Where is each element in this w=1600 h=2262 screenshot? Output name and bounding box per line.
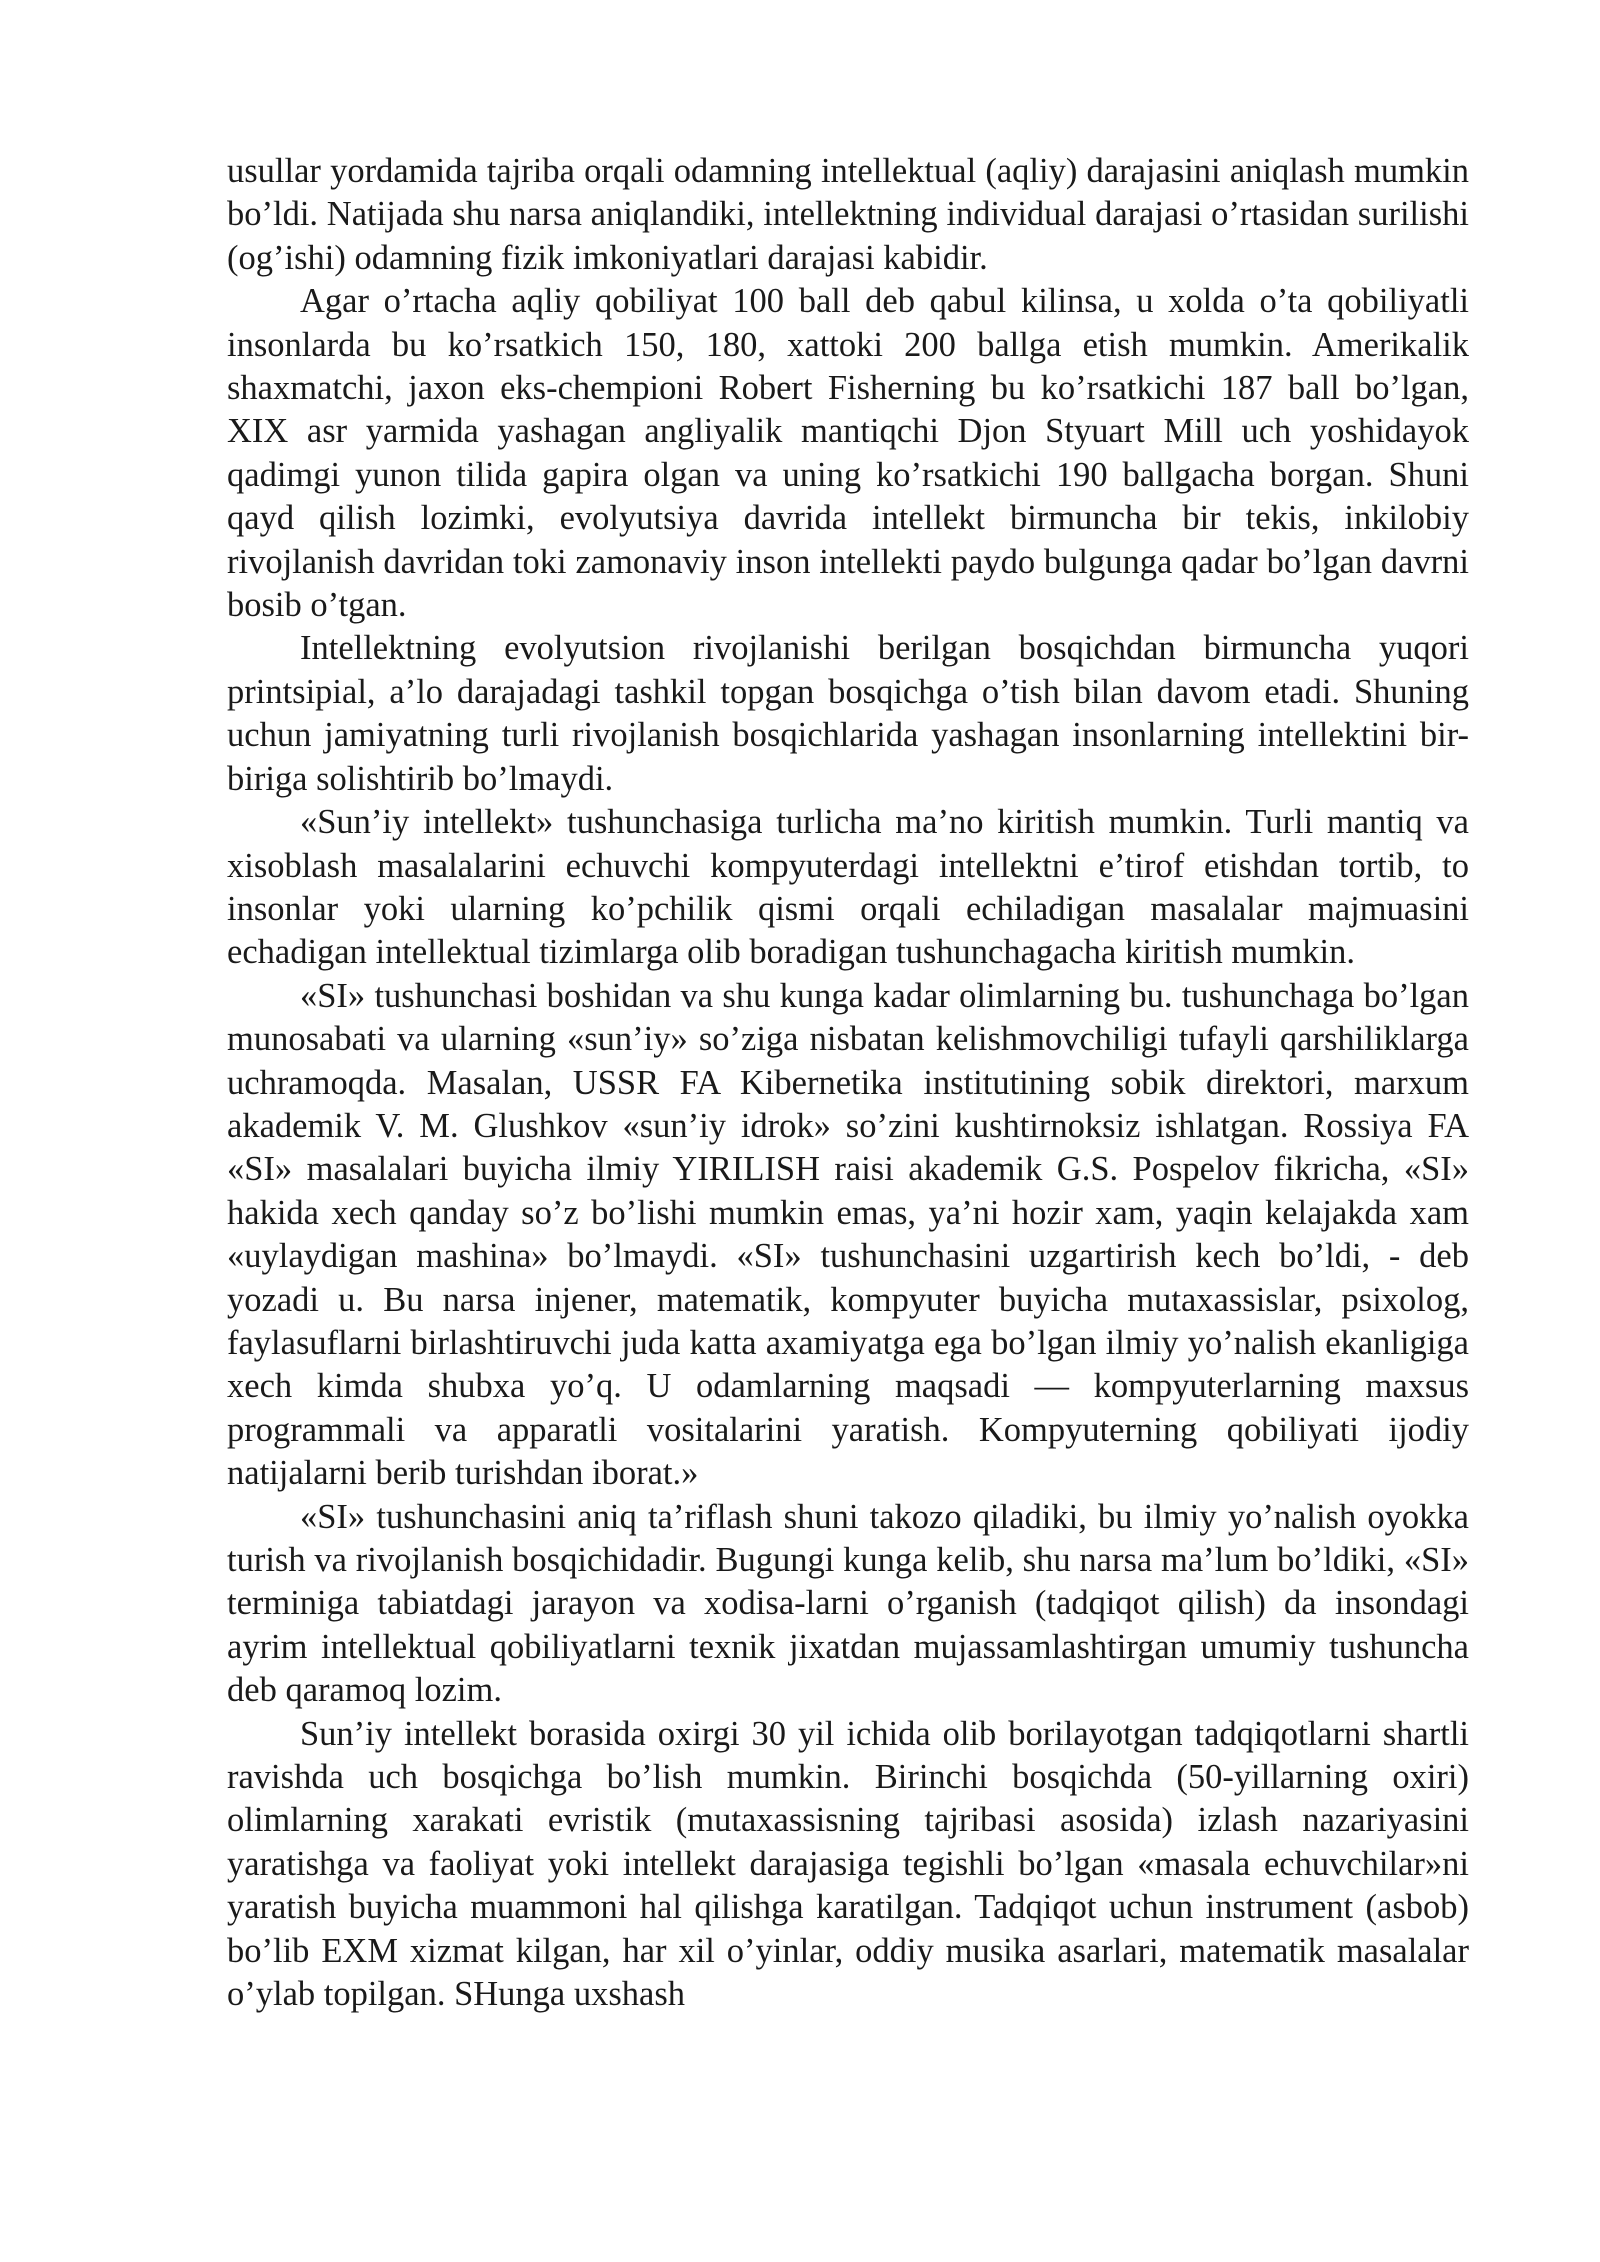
- paragraph-1: usullar yordamida tajriba orqali odamning intellektual (aqliy) darajasini aniqlash mumkin bo’ldi. Natijada shu narsa aniqlandiki, intellektning individual darajasi o’rtasidan surilishi (og’ishi) odamning fizik imkoniyatlari darajasi kabidir.: [227, 152, 1469, 277]
- paragraph-6: «SI» tushunchasini aniq ta’riflash shuni takozo qiladiki, bu ilmiy yo’nalish oyokka turish va rivojlanish bosqichidadir. Bugungi kunga kelib, shu narsa ma’lum bo’ldiki, «SI» terminiga tabiatdagi jarayon va xodisa-larni o’rganish (tadqiqot qilish) da insondagi ayrim intellektual qobiliyatlarni texnik jixatdan mujassamlashtirgan umumiy tushuncha deb qaramoq lozim.: [227, 1497, 1469, 1710]
- document-page: [227, 150, 1469, 2016]
- paragraph-5: «SI» tushunchasi boshidan va shu kunga kadar olimlarning bu. tushunchaga bo’lgan munosabati va ularning «sun’iy» so’ziga nisbatan kelishmovchiligi tufayli qarshiliklarga uchramoqda. Masalan, USSR FA Kibernetika institutining sobik direktori, marxum akademik V. M. Glushkov «sun’iy idrok» so’zini kushtirnoksiz ishlatgan. Rossiya FA «SI» masalalari buyicha ilmiy YIRILISH raisi akademik G.S. Pospelov fikricha, «SI» hakida xech qanday so’z bo’lishi mumkin emas, ya’ni hozir xam, yaqin kelajakda xam «uylaydigan mashina» bo’lmaydi. «SI» tushunchasini uzgartirish kech bo’ldi, - deb yozadi u. Bu narsa injener, matematik, kompyuter buyicha mutaxassislar, psixolog, faylasuflarni birlashtiruvchi juda katta axamiyatga ega bo’lgan ilmiy yo’nalish ekanligiga xech kimda shubxa yo’q. U odamlarning maqsadi — kompyuterlarning maxsus programmali va apparatli vositalarini yaratish. Kompyuterning qobiliyati ijodiy natijalarni berib turishdan iborat.»: [227, 976, 1469, 1493]
- paragraph-4: «Sun’iy intellekt» tushunchasiga turlicha ma’no kiritish mumkin. Turli mantiq va xisoblash masalalarini echuvchi kompyuterdagi intellektni e’tirof etishdan tortib, to insonlar yoki ularning ko’pchilik qismi orqali echiladigan masalalar majmuasini echadigan intellektual tizimlarga olib boradigan tushunchagacha kiritish mumkin.: [227, 803, 1469, 972]
- paragraph-7: Sun’iy intellekt borasida oxirgi 30 yil ichida olib borilayotgan tadqiqotlarni shartli ravishda uch bosqichga bo’lish mumkin. Birinchi bosqichda (50-yillarning oxiri) olimlarning xarakati evristik (mutaxassisning tajribasi asosida) izlash nazariyasini yaratishga va faoliyat yoki intellekt darajasiga tegishli bo’lgan «masala echuvchilar»ni yaratish buyicha muammoni hal qilishga karatilgan. Tadqiqot uchun instrument (asbob) bo’lib EXM xizmat kilgan, har xil o’yinlar, oddiy musika asarlari, matematik masalalar o’ylab topilgan. SHunga uxshash: [227, 1714, 1469, 2014]
- paragraph-3: Intellektning evolyutsion rivojlanishi berilgan bosqichdan birmuncha yuqori printsipial, a’lo darajadagi tashkil topgan bosqichga o’tish bilan davom etadi. Shuning uchun jamiyatning turli rivojlanish bosqichlarida yashagan insonlarning intellektini bir-biriga solishtirib bo’lmaydi.: [227, 629, 1469, 798]
- paragraph-2: Agar o’rtacha aqliy qobiliyat 100 ball deb qabul kilinsa, u xolda o’ta qobiliyatli insonlarda bu ko’rsatkich 150, 180, xattoki 200 ballga etish mumkin. Amerikalik shaxmatchi, jaxon eks-chempioni Robert Fisherning bu ko’rsatkichi 187 ball bo’lgan, XIX asr yarmida yashagan angliyalik mantiqchi Djon Styuart Mill uch yoshidayok qadimgi yunon tilida gapira olgan va uning ko’rsatkichi 190 ballgacha borgan. Shuni qayd qilish lozimki, evolyutsiya davrida intellekt birmuncha bir tekis, inkilobiy rivojlanish davridan toki zamonaviy inson intellekti paydo bulgunga qadar bo’lgan davrni bosib o’tgan.: [227, 282, 1469, 625]
